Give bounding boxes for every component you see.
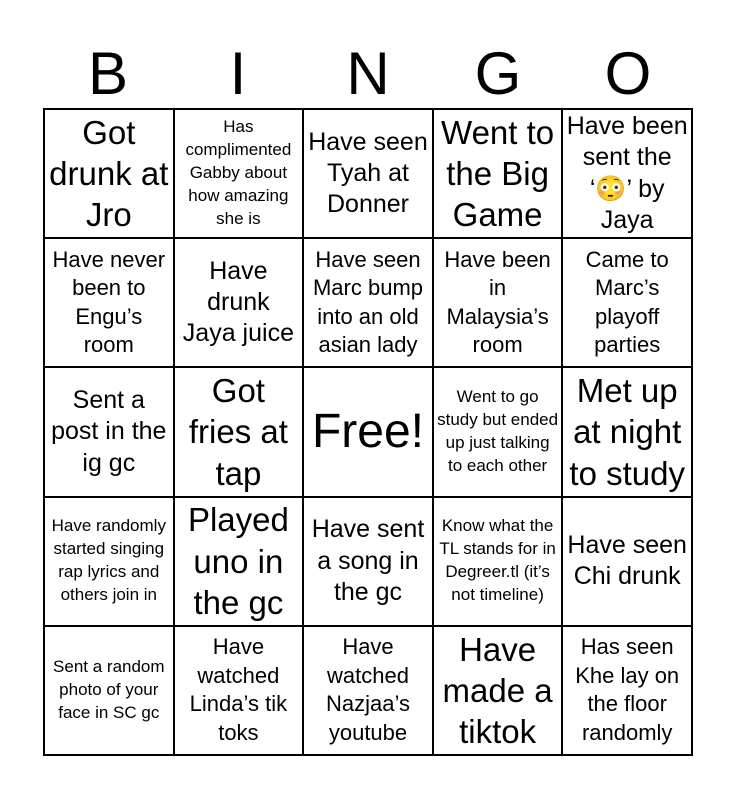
bingo-header bbox=[43, 40, 693, 108]
bingo-cell[interactable] bbox=[174, 497, 304, 626]
header-letter-b: B bbox=[87, 40, 129, 107]
bingo-cell[interactable] bbox=[174, 626, 304, 755]
bingo-cell[interactable] bbox=[44, 238, 174, 367]
cell-text: Has complimented Gabby about how amazing she is bbox=[185, 117, 292, 228]
cell-text: Met up at night to study bbox=[569, 372, 685, 492]
cell-text: Have been sent the ‘😳’ by Jaya bbox=[566, 112, 688, 234]
cell-text: Sent a random photo of your face in SC gc bbox=[53, 656, 165, 722]
header-letter-o: O bbox=[604, 40, 652, 107]
bingo-cell[interactable] bbox=[433, 367, 563, 496]
bingo-cell[interactable] bbox=[174, 109, 304, 238]
free-space-cell[interactable] bbox=[303, 367, 433, 496]
header-letter-i: I bbox=[229, 40, 247, 107]
bingo-cell[interactable] bbox=[303, 238, 433, 367]
bingo-cell[interactable] bbox=[433, 497, 563, 626]
bingo-cell[interactable] bbox=[44, 626, 174, 755]
bingo-cell[interactable] bbox=[562, 497, 692, 626]
cell-text: Came to Marc’s playoff parties bbox=[585, 246, 669, 358]
bingo-cell[interactable] bbox=[174, 367, 304, 496]
bingo-cell[interactable] bbox=[303, 497, 433, 626]
bingo-cell[interactable] bbox=[433, 238, 563, 367]
cell-text: Played uno in the gc bbox=[187, 501, 289, 621]
cell-text: Has seen Khe lay on the floor randomly bbox=[575, 634, 680, 745]
bingo-grid bbox=[43, 108, 693, 756]
bingo-cell[interactable] bbox=[433, 626, 563, 755]
cell-text: Got fries at tap bbox=[188, 372, 288, 492]
cell-text: Have seen Tyah at Donner bbox=[308, 127, 428, 219]
cell-text: Have sent a song in the gc bbox=[311, 515, 425, 606]
bingo-cell[interactable] bbox=[562, 238, 692, 367]
bingo-cell[interactable] bbox=[562, 626, 692, 755]
cell-text: Have made a tiktok bbox=[442, 630, 553, 751]
bingo-cell[interactable] bbox=[303, 626, 433, 755]
bingo-cell[interactable] bbox=[44, 109, 174, 238]
bingo-cell[interactable] bbox=[303, 109, 433, 238]
cell-text: Have randomly started singing rap lyrics and others join in bbox=[51, 516, 166, 605]
bingo-cell[interactable] bbox=[562, 367, 692, 496]
cell-text: Have watched Linda’s tik toks bbox=[189, 634, 288, 745]
cell-text: Know what the TL stands for in Degreer.tl (it’s not timeline) bbox=[439, 516, 556, 605]
bingo-cell[interactable] bbox=[562, 109, 692, 238]
cell-text: Have never been to Engu’s room bbox=[52, 246, 166, 358]
cell-text: Have drunk Jaya juice bbox=[182, 256, 294, 348]
cell-text: Have been in Malaysia’s room bbox=[444, 246, 551, 358]
cell-text: Sent a post in the ig gc bbox=[51, 386, 167, 477]
free-space-text: Free! bbox=[311, 405, 424, 459]
bingo-cell[interactable] bbox=[44, 497, 174, 626]
bingo-cell[interactable] bbox=[433, 109, 563, 238]
header-letter-g: G bbox=[474, 40, 522, 107]
cell-text: Got drunk at Jro bbox=[49, 113, 169, 234]
cell-text: Have seen Marc bump into an old asian lady bbox=[312, 246, 424, 358]
cell-text: Went to go study but ended up just talking to each other bbox=[437, 387, 559, 475]
header-letter-n: N bbox=[346, 40, 390, 107]
cell-text: Have watched Nazjaa’s youtube bbox=[326, 634, 410, 745]
bingo-cell[interactable] bbox=[174, 238, 304, 367]
cell-text: Have seen Chi drunk bbox=[567, 530, 687, 591]
cell-text: Went to the Big Game bbox=[441, 113, 555, 234]
bingo-cell[interactable] bbox=[44, 367, 174, 496]
